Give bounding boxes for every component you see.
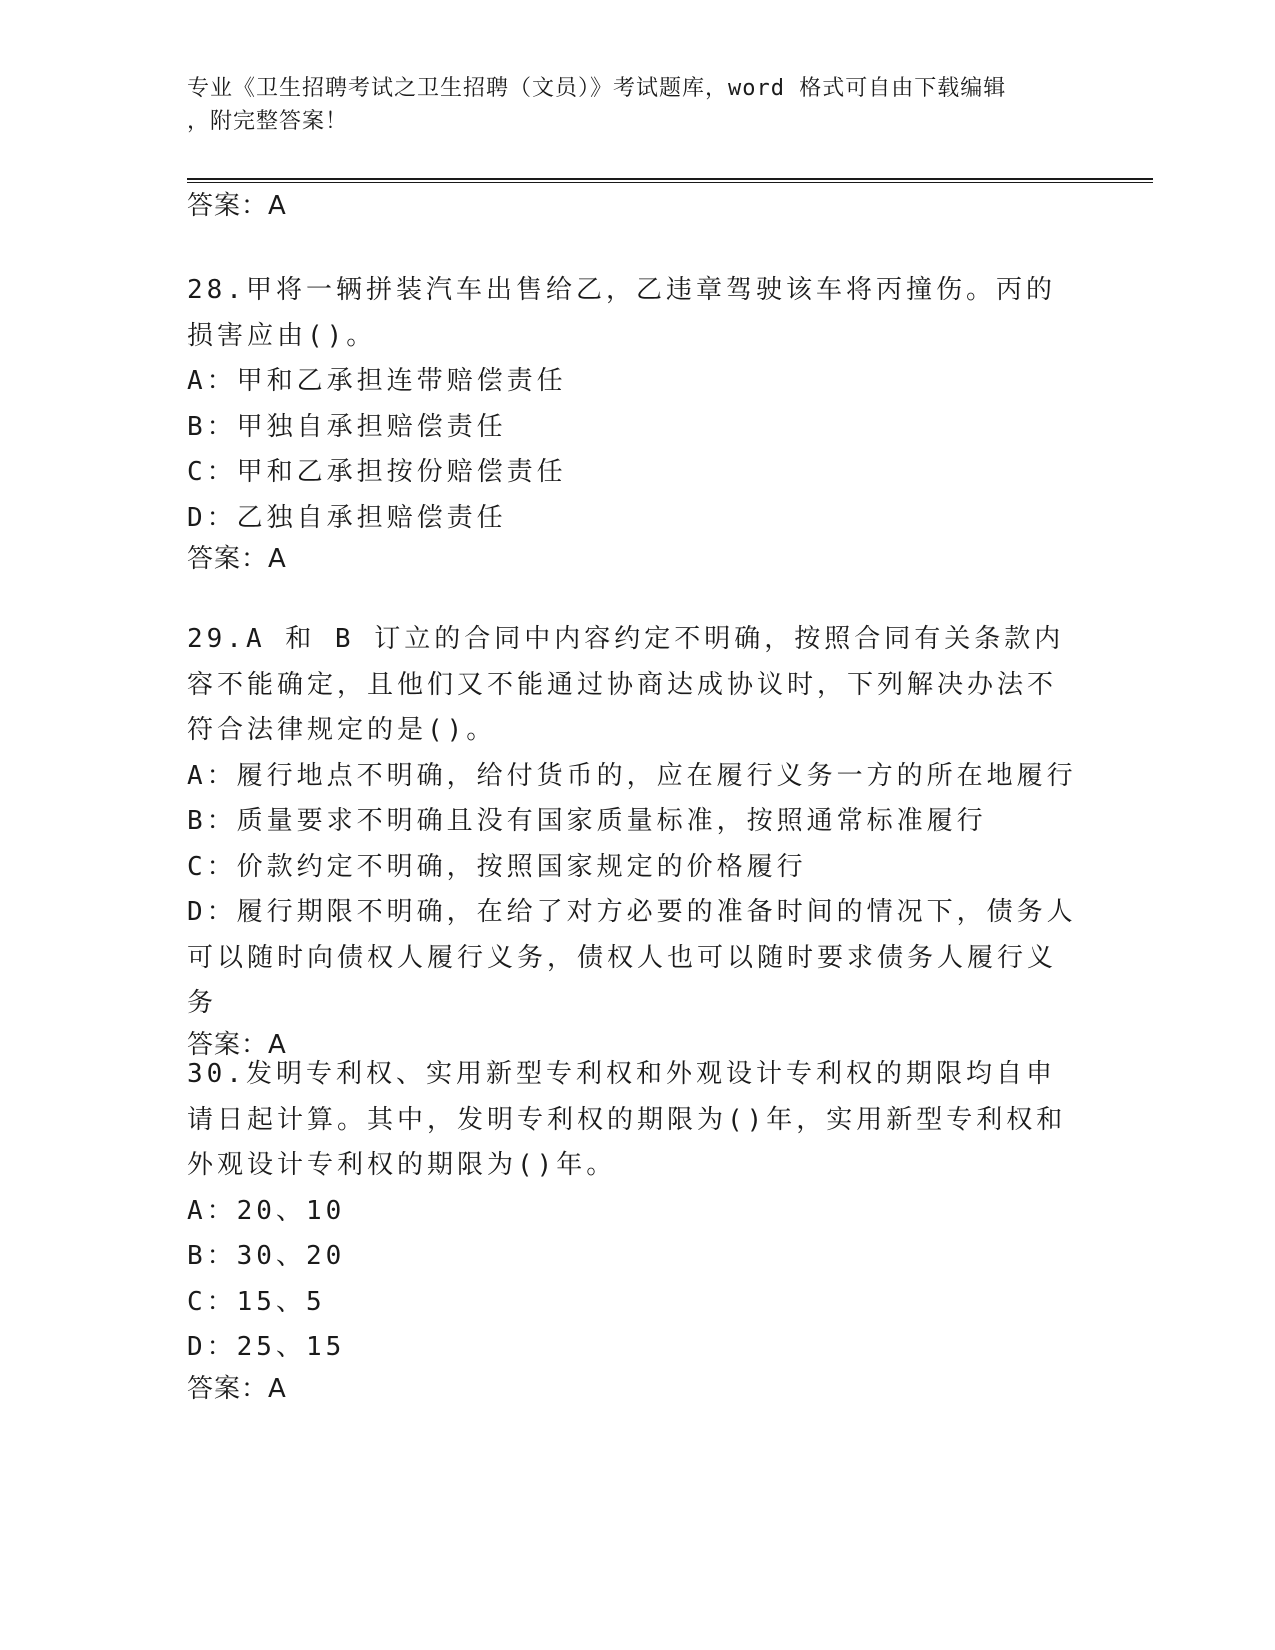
option-c: C：甲和乙承担按份赔偿责任 xyxy=(187,457,567,487)
option-b: B：甲独自承担赔偿责任 xyxy=(187,411,507,442)
option-d: D：乙独自承担赔偿责任 xyxy=(187,502,507,533)
option-b: B：30、20 xyxy=(187,1241,346,1271)
option-c: C：价款约定不明确，按照国家规定的价格履行 xyxy=(187,851,807,882)
header-divider xyxy=(187,178,1153,180)
question-stem: 29.A 和 B 订立的合同中内容约定不明确，按照合同有关条款内容不能确定，且他们又不能通过协商达成协议时，下列解决办法不符合法律规定的是()。 xyxy=(187,624,1065,745)
answer-label: 答案：A xyxy=(187,191,287,221)
question-28 xyxy=(187,268,1077,575)
question-stem: 28.甲将一辆拼装汽车出售给乙，乙违章驾驶该车将丙撞伤。丙的损害应由()。 xyxy=(187,275,1056,351)
option-c: C：15、5 xyxy=(187,1286,326,1317)
question-30 xyxy=(187,1052,1077,1405)
document-header: 专业《卫生招聘考试之卫生招聘（文员）》考试题库，word 格式可自由下载编辑 ，附完整答案！ xyxy=(187,76,1007,134)
answer-label: 答案：A xyxy=(187,1029,287,1060)
answer-label: 答案：A xyxy=(187,1373,287,1404)
option-d: D：履行期限不明确，在给了对方必要的准备时间的情况下，债务人可以随时向债权人履行义务，债权人也可以随时要求债务人履行义务 xyxy=(187,897,1077,1018)
question-stem: 30.发明专利权、实用新型专利权和外观设计专利权的期限均自申请日起计算。其中，发明专利权的期限为()年，实用新型专利权和外观设计专利权的期限为()年。 xyxy=(187,1059,1067,1180)
answer-label: 答案：A xyxy=(187,544,287,574)
option-a: A：甲和乙承担连带赔偿责任 xyxy=(187,366,567,396)
option-b: B：质量要求不明确且没有国家质量标准，按照通常标准履行 xyxy=(187,806,987,836)
option-a: A：20、10 xyxy=(187,1195,346,1226)
header-divider-thin xyxy=(187,182,1153,183)
option-a: A：履行地点不明确，给付货币的，应在履行义务一方的所在地履行 xyxy=(187,760,1077,791)
question-29 xyxy=(187,617,1077,1061)
option-d: D：25、15 xyxy=(187,1332,346,1362)
